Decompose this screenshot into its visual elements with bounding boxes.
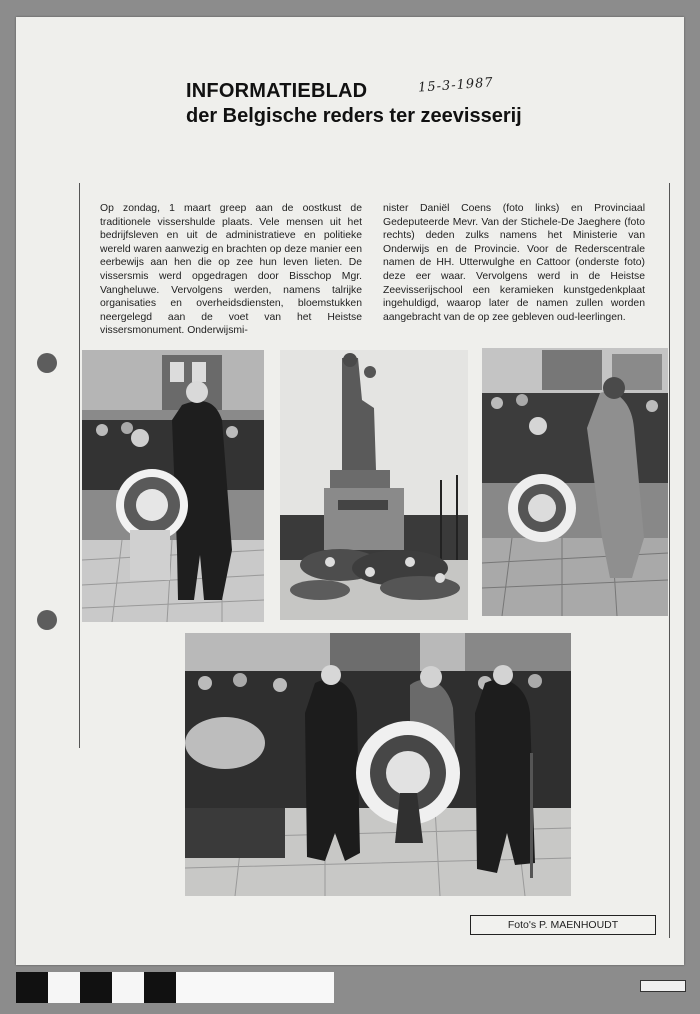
calibration-black-patch xyxy=(80,972,112,1003)
calibration-black-patch xyxy=(16,972,48,1003)
photo-credit: Foto's P. MAENHOUDT xyxy=(470,915,656,935)
left-rule xyxy=(79,183,80,748)
calibration-white-patch xyxy=(48,972,80,1003)
punch-hole xyxy=(37,610,57,630)
punch-hole xyxy=(37,353,57,373)
photo-minister-wreath xyxy=(82,350,264,622)
page-title: INFORMATIEBLAD xyxy=(186,80,368,102)
scan-label-tag xyxy=(640,980,686,992)
photo-deputy-wreath xyxy=(482,348,668,616)
calibration-black-patch xyxy=(144,972,176,1003)
article-column-2: nister Daniël Coens (foto links) en Provinciaal Gedeputeerde Mevr. Van der Stichele-De Jaeghere (foto rechts) deden zulks namens het Ministerie van Onderwijs en de Provincie. Voor de Rederscentrale namen de HH. Utterwulghe en Cattoor (onderste foto) deze eer waar. Vervolgens werd in de Heistse Zeevisserijschool een keramieken kunstgedenkplaat ingehuldigd, waarop later de namen zullen worden aangebracht van de op zee gebleven oud-leerlingen. xyxy=(383,203,645,323)
page-subtitle: der Belgische reders ter zeevisserij xyxy=(186,105,522,127)
photo-fishermen-monument xyxy=(280,350,468,620)
photo-shipowners-wreath xyxy=(185,633,571,896)
handwritten-date: 15-3-1987 xyxy=(417,75,495,96)
article-column-1: Op zondag, 1 maart greep aan de oostkust de traditionele vissershulde plaats. Vele mensen uit het bedrijfsleven en uit de administratieve en politieke wereld waren aanwezig en brachten op deze manier een eerbewijs aan hen die op zee hun leven lieten. De vissersmis werd opgedragen door Bisschop Mgr. Vangheluwe. Vervolgens werden, namens talrijke organisaties en overheidsdiensten, bloemstukken neergelegd aan de voet van het Heistse vissersmonument. Onderwijsmi- xyxy=(100,203,362,337)
calibration-white-patch xyxy=(112,972,144,1003)
calibration-white-patch xyxy=(176,972,334,1003)
right-rule xyxy=(669,183,670,938)
